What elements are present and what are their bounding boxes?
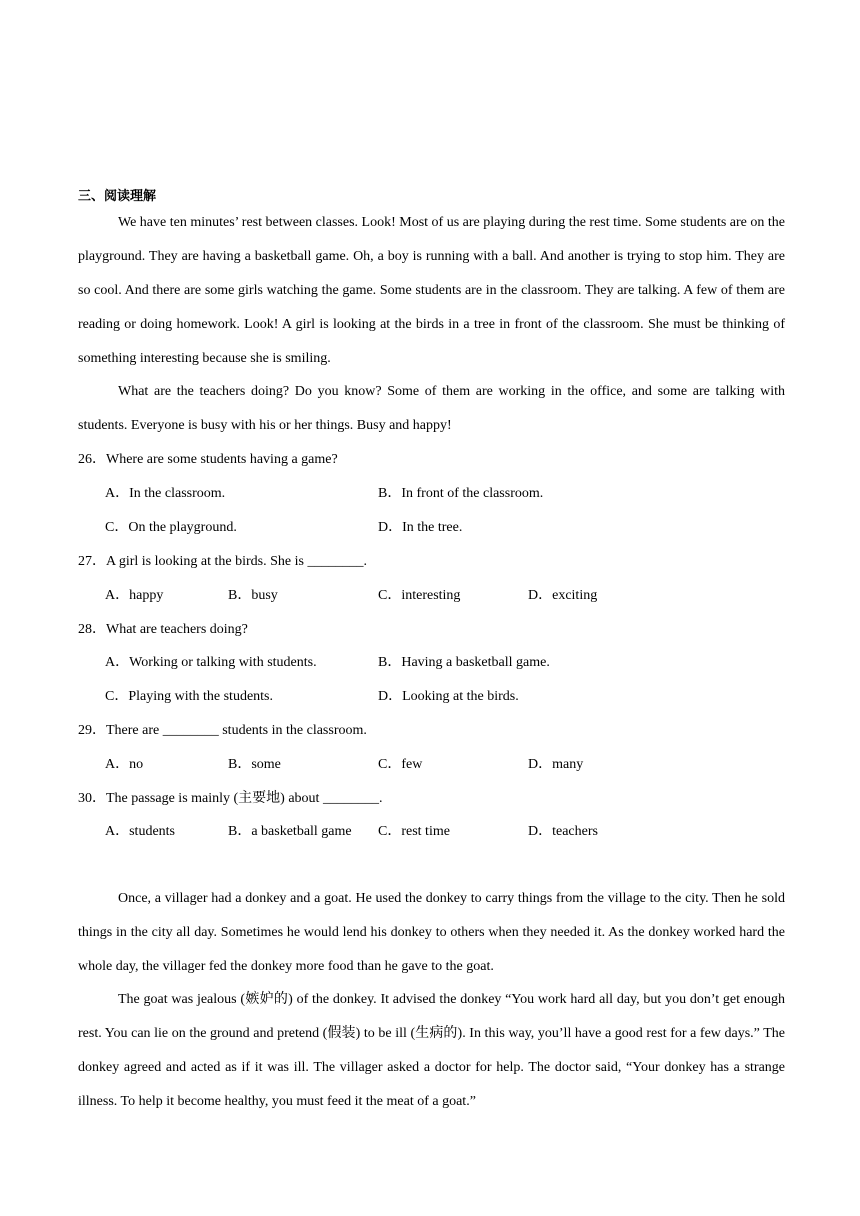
passage2-paragraph-1-text: Once, a villager had a donkey and a goat. He used the donkey to carry things from the village to the city. Then he sold things in the city all day. Sometimes he would lend his donkey to others when they needed it. As the donkey worked hard the whole day, the villager fed the donkey more food than he gave to the goat. bbox=[78, 891, 785, 974]
question-27: 27．A girl is looking at the birds. She is ________. bbox=[78, 554, 367, 569]
q28-option-b[interactable]: B．Having a basketball game. bbox=[378, 655, 550, 670]
passage1-paragraph-2 bbox=[78, 375, 785, 443]
question-29: 29．There are ________ students in the classroom. bbox=[78, 723, 367, 738]
passage1-paragraph-2-text: What are the teachers doing? Do you know? Some of them are working in the office, and some are talking with students. Everyone is busy with his or her things. Busy and happy! bbox=[78, 384, 785, 433]
passage2-paragraph-2-text: The goat was jealous (嫉妒的) of the donkey. It advised the donkey “You work hard all day, but you don’t get enough rest. You can lie on the ground and pretend (假装) to be ill (生病的). In this way, you’ll have a good rest for a few days.” The donkey agreed and acted as if it was ill. The villager asked a doctor for help. The doctor said, “Your donkey has a strange illness. To help it become healthy, you must feed it the meat of a goat.” bbox=[78, 992, 785, 1109]
section-title: 三、阅读理解 bbox=[78, 189, 157, 204]
q30-option-d[interactable]: D．teachers bbox=[528, 824, 598, 839]
q27-option-b[interactable]: B．busy bbox=[228, 588, 278, 603]
q28-option-d[interactable]: D．Looking at the birds. bbox=[378, 689, 519, 704]
passage2-paragraph-1 bbox=[78, 882, 785, 984]
q28-option-c[interactable]: C．Playing with the students. bbox=[105, 689, 273, 704]
q29-option-a[interactable]: A．no bbox=[105, 757, 144, 772]
q26-option-a[interactable]: A．In the classroom. bbox=[105, 486, 226, 501]
q30-option-b[interactable]: B．a basketball game bbox=[228, 824, 352, 839]
q29-option-b[interactable]: B．some bbox=[228, 757, 281, 772]
q26-option-d[interactable]: D．In the tree. bbox=[378, 520, 463, 535]
question-28: 28．What are teachers doing? bbox=[78, 622, 248, 637]
passage1-paragraph-1 bbox=[78, 206, 785, 376]
q27-option-c[interactable]: C．interesting bbox=[378, 588, 461, 603]
q26-option-b[interactable]: B．In front of the classroom. bbox=[378, 486, 544, 501]
q27-option-d[interactable]: D．exciting bbox=[528, 588, 598, 603]
q29-option-c[interactable]: C．few bbox=[378, 757, 423, 772]
q29-option-d[interactable]: D．many bbox=[528, 757, 584, 772]
q30-option-c[interactable]: C．rest time bbox=[378, 824, 450, 839]
passage1-paragraph-1-text: We have ten minutes’ rest between classes. Look! Most of us are playing during the rest time. Some students are on the playground. They are having a basketball game. Oh, a boy is running with a ball. And another is trying to stop him. They are so cool. And there are some girls watching the game. Some students are in the classroom. They are talking. A few of them are reading or doing homework. Look! A girl is looking at the birds in a tree in front of the classroom. She must be thinking of something interesting because she is smiling. bbox=[78, 215, 785, 366]
question-26: 26．Where are some students having a game? bbox=[78, 452, 338, 467]
passage2-paragraph-2 bbox=[78, 983, 785, 1119]
q27-option-a[interactable]: A．happy bbox=[105, 588, 164, 603]
q28-option-a[interactable]: A．Working or talking with students. bbox=[105, 655, 317, 670]
q26-option-c[interactable]: C．On the playground. bbox=[105, 520, 237, 535]
q30-option-a[interactable]: A．students bbox=[105, 824, 175, 839]
question-30: 30．The passage is mainly (主要地) about ________. bbox=[78, 791, 383, 806]
